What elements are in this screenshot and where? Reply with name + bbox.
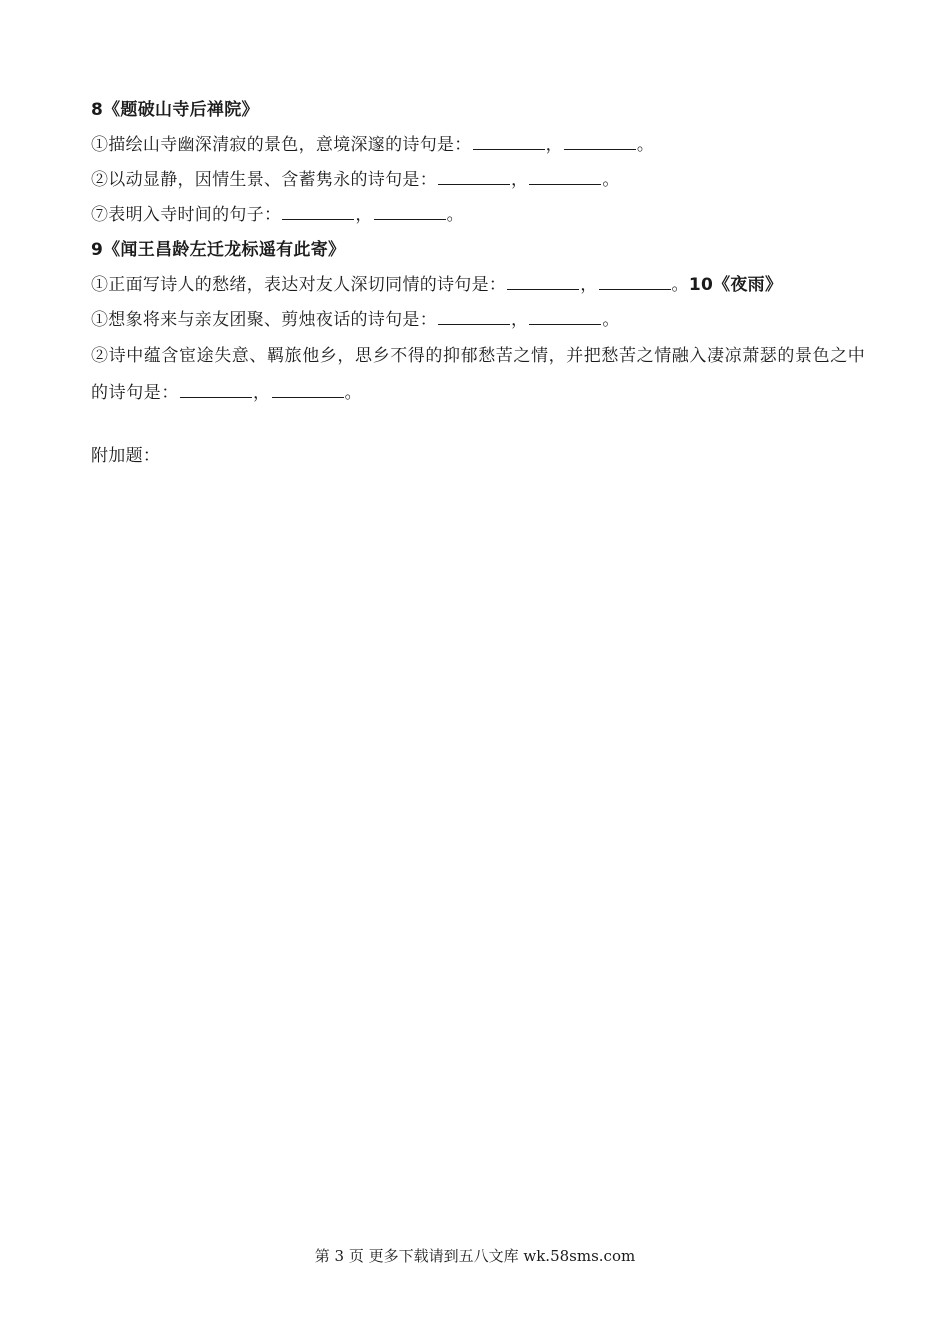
comma: ，: [253, 383, 271, 403]
answer-blank[interactable]: [374, 199, 446, 220]
document-content: [91, 93, 866, 474]
comma: ，: [580, 275, 598, 295]
section-8-question-1: [91, 128, 866, 163]
answer-blank[interactable]: [180, 377, 252, 398]
section-9-title: 9《闻王昌龄左迁龙标遥有此寄》: [91, 240, 346, 260]
answer-blank[interactable]: [473, 129, 545, 150]
answer-blank[interactable]: [438, 164, 510, 185]
question-text: ①想象将来与亲友团聚、剪烛夜话的诗句是：: [91, 310, 437, 330]
section-10-question-2: [91, 338, 866, 412]
answer-blank[interactable]: [529, 304, 601, 325]
period: 。: [636, 135, 655, 155]
question-text: ②诗中蕴含宦途失意、羁旅他乡，思乡不得的抑郁愁苦之情，并把愁苦之情融入凄凉萧瑟的景色之中的诗句是：: [91, 346, 866, 403]
section-9-question-1: [91, 268, 866, 303]
section-8-question-3: [91, 198, 866, 233]
comma: ，: [545, 135, 563, 155]
extra-questions-label: 附加题：: [91, 446, 161, 466]
comma: ，: [355, 205, 373, 225]
question-text: ②以动显静，因情生景、含蓄隽永的诗句是：: [91, 170, 437, 190]
answer-blank[interactable]: [272, 377, 344, 398]
comma: ，: [511, 170, 529, 190]
period: 。: [671, 275, 689, 295]
comma: ，: [511, 310, 529, 330]
section-8-title: 8《题破山寺后禅院》: [91, 100, 259, 120]
period: 。: [602, 310, 620, 330]
spacer: [91, 412, 866, 439]
answer-blank[interactable]: [529, 164, 601, 185]
question-text: ①正面写诗人的愁绪，表达对友人深切同情的诗句是：: [91, 275, 507, 295]
period: 。: [446, 205, 464, 225]
answer-blank[interactable]: [438, 304, 510, 325]
answer-blank[interactable]: [599, 269, 671, 290]
question-text: ⑦表明入寺时间的句子：: [91, 205, 282, 225]
answer-blank[interactable]: [282, 199, 354, 220]
question-text: ①描绘山寺幽深清寂的景色，意境深邃的诗句是：: [91, 135, 472, 155]
section-10-question-1: [91, 303, 866, 338]
period: 。: [602, 170, 620, 190]
section-10-title: 10《夜雨》: [688, 275, 783, 295]
answer-blank[interactable]: [564, 129, 636, 150]
period: 。: [344, 383, 363, 403]
section-8-question-2: [91, 163, 866, 198]
answer-blank[interactable]: [507, 269, 579, 290]
page-footer: 第 3 页 更多下载请到五八文库 wk.58sms.com: [314, 1247, 636, 1265]
